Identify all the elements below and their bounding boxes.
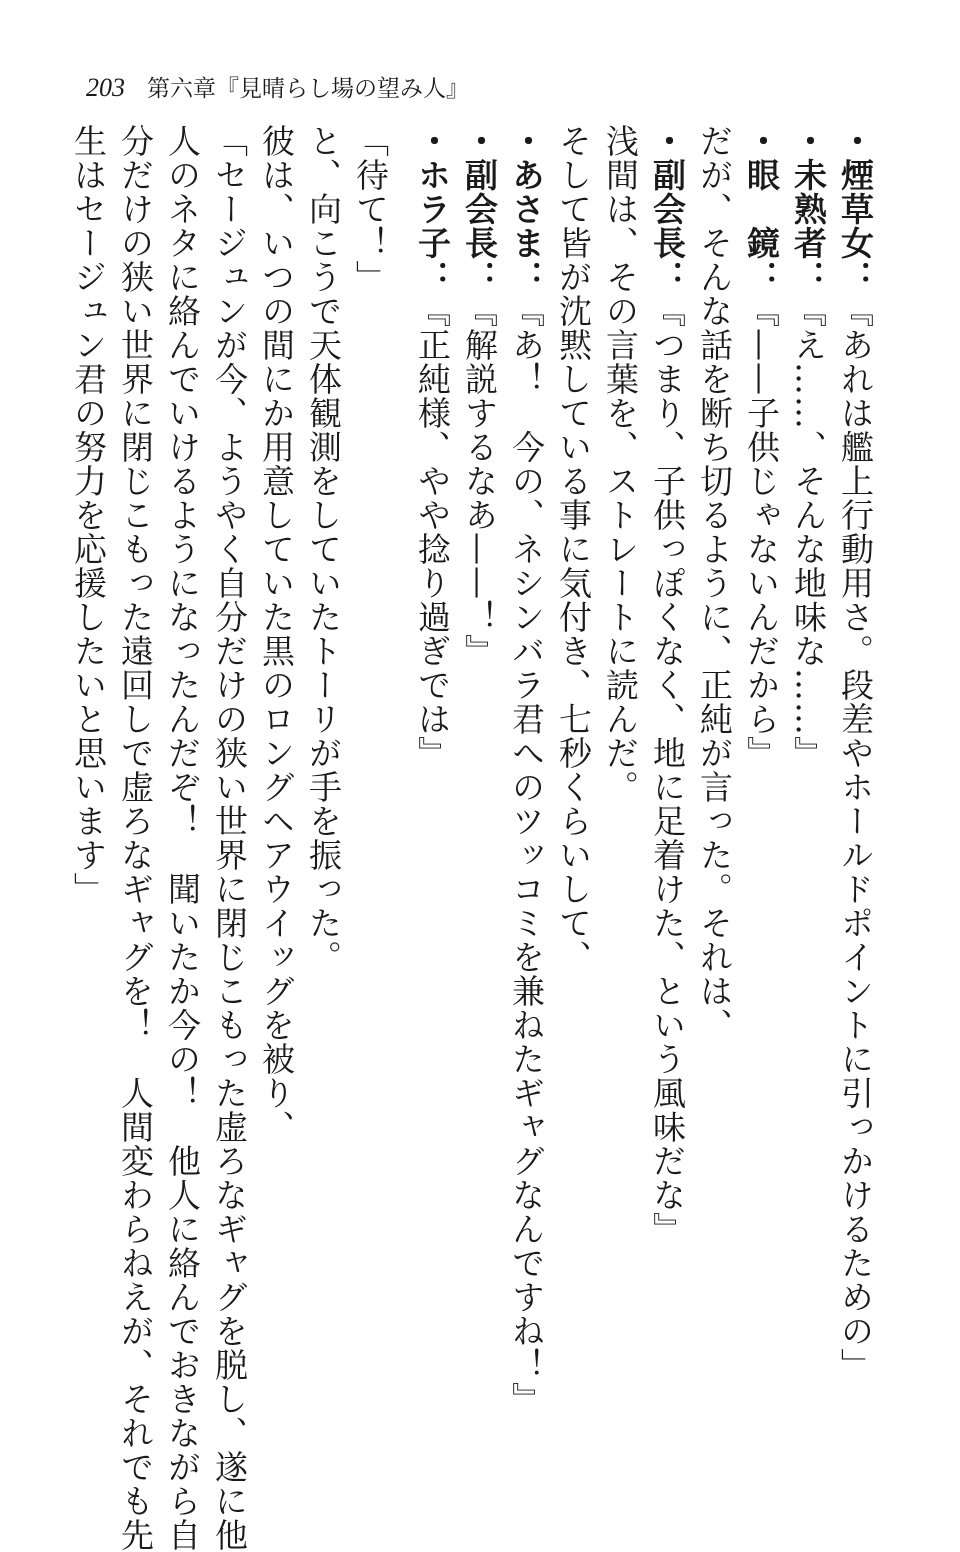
text-line bbox=[554, 124, 593, 1364]
text-line bbox=[69, 124, 108, 1364]
line-text: 分だけの狭い世界に閉じこもった遠回しで虚ろなギャグを！ 人間変わらねえが、それでも先 bbox=[116, 124, 155, 1552]
text-line bbox=[648, 124, 687, 1364]
line-text: そして皆が沈黙している事に気付き、七秒くらいして、 bbox=[554, 124, 593, 974]
text-line bbox=[460, 124, 499, 1364]
line-text: 『正純様、やや捻り過ぎでは』 bbox=[413, 294, 452, 770]
line-text: 生はセージュン君の努力を応援したいと思います」 bbox=[69, 124, 108, 906]
line-text: と、向こうで天体観測をしていたトーリが手を振った。 bbox=[304, 124, 343, 974]
line-text: 人のネタに絡んでいけるようになったんだぞ！ 聞いたか今の！ 他人に絡んでおきながら自 bbox=[163, 124, 202, 1552]
speaker-label: ・副会長： bbox=[648, 124, 687, 294]
text-line bbox=[695, 124, 734, 1364]
text-line bbox=[304, 124, 343, 1364]
line-text: 『——子供じゃないんだから』 bbox=[742, 294, 781, 770]
text-line bbox=[507, 124, 546, 1416]
text-line bbox=[116, 124, 155, 1552]
text-line bbox=[601, 124, 640, 1364]
speaker-label: ・未熟者： bbox=[789, 124, 828, 294]
text-line bbox=[163, 124, 202, 1552]
text-line bbox=[413, 124, 452, 1364]
speaker-label: ・ホラ子： bbox=[413, 124, 452, 294]
text-line bbox=[742, 124, 781, 1364]
text-line bbox=[351, 124, 390, 1364]
chapter-title: 第六章『見晴らし場の望み人』 bbox=[147, 76, 469, 102]
text-line bbox=[836, 124, 875, 1382]
line-text: 彼は、いつの間にか用意していた黒のロングヘアウイッグを被り、 bbox=[257, 124, 296, 1144]
speaker-label: ・煙草女： bbox=[836, 124, 875, 294]
speaker-label: ・副会長： bbox=[460, 124, 499, 294]
body-text bbox=[69, 124, 875, 1552]
text-line bbox=[257, 124, 296, 1364]
line-text: 浅間は、その言葉を、ストレートに読んだ。 bbox=[601, 124, 640, 804]
speaker-label: ・あさま： bbox=[507, 124, 546, 294]
page-number: 203 bbox=[86, 73, 125, 102]
line-text: 『解説するなあ——！』 bbox=[460, 294, 499, 668]
section-break bbox=[401, 124, 402, 1364]
speaker-label: ・眼 鏡： bbox=[742, 124, 781, 294]
text-line bbox=[789, 124, 828, 1364]
line-text: 『あ！ 今の、ネシンバラ君へのツッコミを兼ねたギャグなんですね！』 bbox=[507, 294, 546, 1416]
page-header bbox=[86, 70, 469, 104]
line-text: 「待て！」 bbox=[351, 124, 390, 294]
line-text: 「セージュンが今、ようやく自分だけの狭い世界に閉じこもった虚ろなギャグを脱し、遂に他 bbox=[210, 124, 249, 1552]
line-text: だが、そんな話を断ち切るように、正純が言った。それは、 bbox=[695, 124, 734, 1042]
text-line bbox=[210, 124, 249, 1552]
line-text: 『あれは艦上行動用さ。段差やホールドポイントに引っかけるための」 bbox=[836, 294, 875, 1382]
line-text: 『つまり、子供っぽくなく、地に足着けた、という風味だな』 bbox=[648, 294, 687, 1246]
line-text: 『え……、そんな地味な……』 bbox=[789, 294, 828, 770]
